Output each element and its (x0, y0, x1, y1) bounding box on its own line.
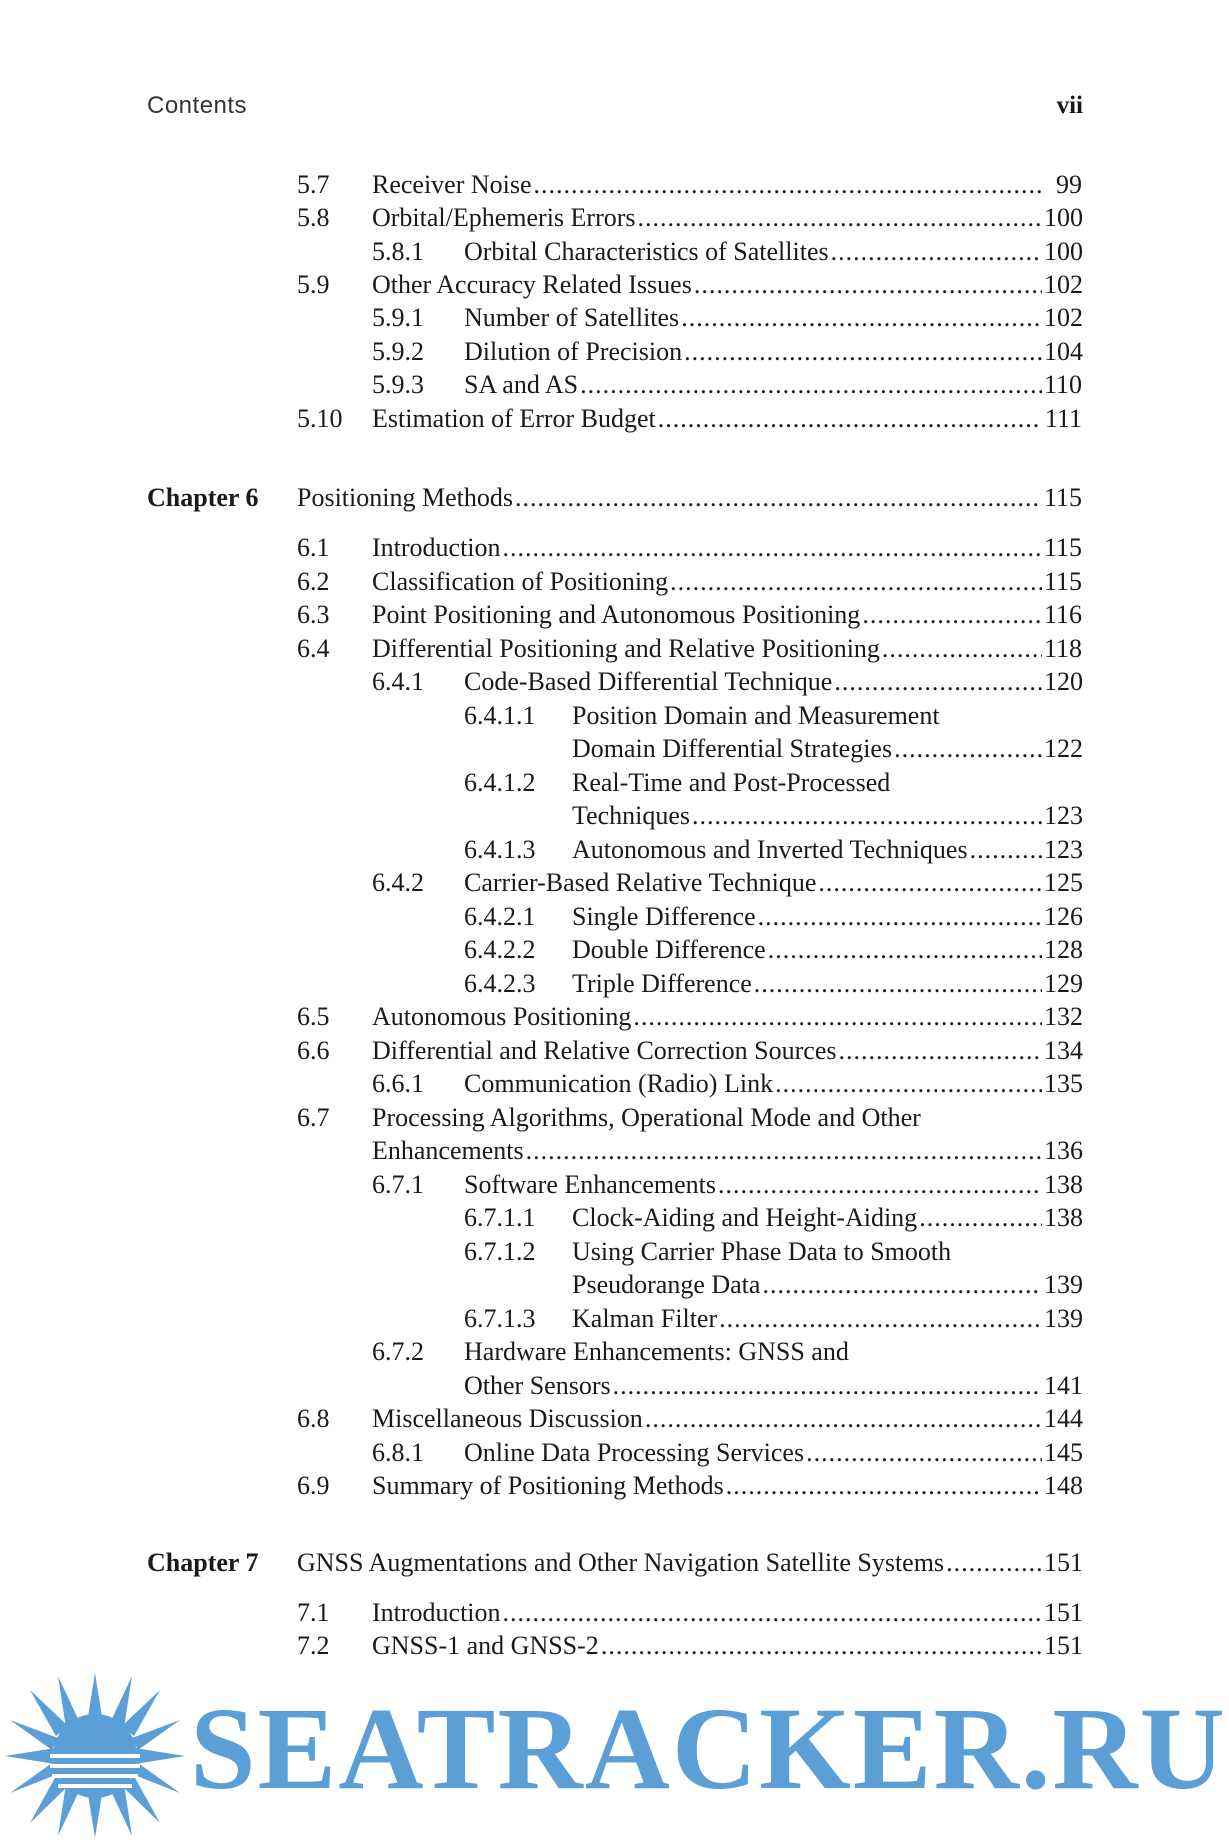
page-ref: 139 (1044, 1270, 1083, 1299)
section-number: 6.6.1 (372, 1069, 424, 1098)
section-title-line2: Other Sensors (464, 1371, 611, 1400)
section-title: Software Enhancements (464, 1170, 716, 1199)
page-ref: 136 (1044, 1136, 1083, 1165)
page-ref: 135 (1044, 1069, 1083, 1098)
page-ref: 134 (1044, 1036, 1083, 1065)
page-ref: 120 (1044, 667, 1083, 696)
section-number: 5.9 (297, 270, 330, 299)
section-number: 5.9.3 (372, 370, 424, 399)
section-title: Code-Based Differential Technique (464, 667, 833, 696)
section-title: Triple Difference (572, 969, 752, 998)
page-ref: 125 (1044, 868, 1083, 897)
section-title: SA and AS (464, 370, 579, 399)
page-ref: 145 (1044, 1438, 1083, 1467)
section-title: GNSS-1 and GNSS-2 (372, 1631, 599, 1660)
section-title: Other Accuracy Related Issues (372, 270, 692, 299)
toc-entry-6-2[interactable] (0, 565, 1229, 599)
section-title: Miscellaneous Discussion (372, 1404, 643, 1433)
section-number: 6.6 (297, 1036, 330, 1065)
section-title: Kalman Filter (572, 1304, 718, 1333)
section-number: 7.2 (297, 1631, 330, 1660)
section-number: 6.4.2 (372, 868, 424, 897)
toc-entry-5-9-2[interactable] (0, 335, 1229, 369)
page-ref: 99 (1056, 170, 1082, 199)
section-number: 6.5 (297, 1002, 330, 1031)
toc-entry-7-1[interactable] (0, 1596, 1229, 1630)
section-title: Estimation of Error Budget (372, 404, 656, 433)
page-ref: 123 (1044, 801, 1083, 830)
section-title: Introduction (372, 533, 501, 562)
toc-entry-5-8-1[interactable] (0, 235, 1229, 269)
section-number: 6.7.1.2 (464, 1237, 536, 1266)
page-ref: 104 (1044, 337, 1083, 366)
section-number: 5.8.1 (372, 237, 424, 266)
page-ref: 126 (1044, 902, 1083, 931)
toc-entry-6-4-1-2-line1[interactable] (0, 766, 1229, 800)
section-title: Autonomous Positioning (372, 1002, 632, 1031)
toc-entry-6-7-1-1[interactable] (0, 1201, 1229, 1235)
page-ref: 110 (1044, 370, 1083, 399)
section-number: 5.8 (297, 203, 330, 232)
toc-entry-6-9[interactable] (0, 1469, 1229, 1503)
toc-entry-7-2[interactable] (0, 1629, 1229, 1663)
page-header (147, 92, 1083, 126)
toc-entry-6-7-1[interactable] (0, 1168, 1229, 1202)
section-number: 6.4.1.1 (464, 701, 536, 730)
toc-chapter-7[interactable] (0, 1546, 1229, 1580)
toc-entry-5-10[interactable] (0, 402, 1229, 436)
section-number: 6.4.1.3 (464, 835, 536, 864)
section-number: 5.9.1 (372, 303, 424, 332)
page-ref: 151 (1044, 1631, 1083, 1660)
section-number: 7.1 (297, 1598, 330, 1627)
section-number: 6.9 (297, 1471, 330, 1500)
page-ref: 123 (1044, 835, 1083, 864)
section-title: Orbital/Ephemeris Errors (372, 203, 636, 232)
page-number: vii (1056, 92, 1083, 119)
toc-entry-6-4-2-1[interactable] (0, 900, 1229, 934)
toc-entry-6-8-1[interactable] (0, 1436, 1229, 1470)
section-number: 6.2 (297, 567, 330, 596)
section-number: 6.7.1 (372, 1170, 424, 1199)
page-ref: 139 (1044, 1304, 1083, 1333)
page-ref: 115 (1044, 483, 1083, 512)
section-title-line1: Processing Algorithms, Operational Mode and Other (372, 1103, 921, 1132)
chapter-title: GNSS Augmentations and Other Navigation Satellite Systems (297, 1548, 945, 1577)
section-title-line2: Pseudorange Data (572, 1270, 761, 1299)
page-ref: 151 (1044, 1548, 1083, 1577)
page-ref: 148 (1044, 1471, 1083, 1500)
toc-entry-6-4-2-3[interactable] (0, 967, 1229, 1001)
page-ref: 111 (1044, 404, 1082, 433)
section-number: 6.4.1.2 (464, 768, 536, 797)
page-ref: 118 (1044, 634, 1083, 663)
section-number: 6.7.1.1 (464, 1203, 536, 1232)
section-number: 6.3 (297, 600, 330, 629)
toc-entry-6-4[interactable] (0, 632, 1229, 666)
page-ref: 122 (1044, 734, 1083, 763)
toc-entry-6-5[interactable] (0, 1000, 1229, 1034)
section-title: Orbital Characteristics of Satellites (464, 237, 829, 266)
section-number: 6.8 (297, 1404, 330, 1433)
toc-entry-6-7-line2[interactable] (0, 1134, 1229, 1168)
toc-entry-6-7-1-3[interactable] (0, 1302, 1229, 1336)
toc-entry-6-4-1-1-line1[interactable] (0, 699, 1229, 733)
toc-chapter-6[interactable] (0, 481, 1229, 515)
section-title-line1: Using Carrier Phase Data to Smooth (572, 1237, 952, 1266)
toc-entry-6-4-1-1-line2[interactable] (0, 732, 1229, 766)
toc-entry-6-4-1-2-line2[interactable] (0, 799, 1229, 833)
section-title: Summary of Positioning Methods (372, 1471, 724, 1500)
toc-entry-6-7-2-line1[interactable] (0, 1335, 1229, 1369)
section-title-line2: Techniques (572, 801, 691, 830)
watermark-text: SEATRACKER.RU (190, 1683, 1227, 1814)
section-title: Number of Satellites (464, 303, 680, 332)
toc-entry-6-4-1[interactable] (0, 665, 1229, 699)
section-number: 6.4.2.2 (464, 935, 536, 964)
section-title-line1: Position Domain and Measurement (572, 701, 940, 730)
section-title: Point Positioning and Autonomous Positioning (372, 600, 861, 629)
section-title: Receiver Noise (372, 170, 532, 199)
section-number: 6.4.2.1 (464, 902, 536, 931)
section-number: 6.4.1 (372, 667, 424, 696)
page-ref: 141 (1044, 1371, 1083, 1400)
toc-entry-5-9-3[interactable] (0, 368, 1229, 402)
section-number: 6.4 (297, 634, 330, 663)
page-ref: 128 (1044, 935, 1083, 964)
chapter-title: Positioning Methods (297, 483, 513, 512)
section-title: Carrier-Based Relative Technique (464, 868, 817, 897)
section-title: Dilution of Precision (464, 337, 683, 366)
section-number: 6.7.2 (372, 1337, 424, 1366)
toc-entry-6-4-1-3[interactable] (0, 833, 1229, 867)
section-title: Introduction (372, 1598, 501, 1627)
section-title-line1: Real-Time and Post-Processed (572, 768, 891, 797)
toc-entry-6-7-2-line2[interactable] (0, 1369, 1229, 1403)
section-number: 5.9.2 (372, 337, 424, 366)
chapter-label: Chapter 7 (147, 1548, 259, 1577)
section-title: Differential Positioning and Relative Positioning (372, 634, 880, 663)
section-number: 6.8.1 (372, 1438, 424, 1467)
section-title-line2: Enhancements (372, 1136, 524, 1165)
page-ref: 116 (1044, 600, 1083, 629)
toc-entry-5-7[interactable] (0, 168, 1229, 202)
section-title: Clock-Aiding and Height-Aiding (572, 1203, 918, 1232)
page-ref: 115 (1044, 533, 1083, 562)
page-ref: 100 (1044, 237, 1083, 266)
page-ref: 138 (1044, 1170, 1083, 1199)
chapter-label: Chapter 6 (147, 483, 259, 512)
toc-entry-5-9[interactable] (0, 268, 1229, 302)
section-number: 6.1 (297, 533, 330, 562)
section-title: Double Difference (572, 935, 766, 964)
page-ref: 102 (1044, 303, 1083, 332)
toc-entry-5-9-1[interactable] (0, 301, 1229, 335)
section-title: Classification of Positioning (372, 567, 669, 596)
toc-entry-6-4-2-2[interactable] (0, 933, 1229, 967)
section-title: Single Difference (572, 902, 756, 931)
toc-entry-6-7-1-2-line2[interactable] (0, 1268, 1229, 1302)
running-title: Contents (147, 92, 248, 119)
toc-entry-6-4-2[interactable] (0, 866, 1229, 900)
toc-entry-5-8[interactable] (0, 201, 1229, 235)
sunburst-icon (0, 1668, 190, 1843)
section-title-line1: Hardware Enhancements: GNSS and (464, 1337, 849, 1366)
section-title: Differential and Relative Correction Sources (372, 1036, 837, 1065)
page-ref: 115 (1044, 567, 1083, 596)
page-ref: 129 (1044, 969, 1083, 998)
toc-entry-6-6-1[interactable] (0, 1067, 1229, 1101)
page-ref: 151 (1044, 1598, 1083, 1627)
page-ref: 100 (1044, 203, 1083, 232)
toc-entry-6-3[interactable] (0, 598, 1229, 632)
toc-entry-6-1[interactable] (0, 531, 1229, 565)
page-ref: 138 (1044, 1203, 1083, 1232)
section-title: Online Data Processing Services (464, 1438, 805, 1467)
section-title: Autonomous and Inverted Techniques (572, 835, 968, 864)
toc-entry-6-7-line1[interactable] (0, 1101, 1229, 1135)
page-ref: 132 (1044, 1002, 1083, 1031)
toc-entry-6-6[interactable] (0, 1034, 1229, 1068)
toc-entry-6-7-1-2-line1[interactable] (0, 1235, 1229, 1269)
section-number: 6.4.2.3 (464, 969, 536, 998)
toc-entry-6-8[interactable] (0, 1402, 1229, 1436)
section-number: 5.10 (297, 404, 343, 433)
page-ref: 144 (1044, 1404, 1083, 1433)
section-title-line2: Domain Differential Strategies (572, 734, 893, 763)
section-number: 5.7 (297, 170, 330, 199)
section-number: 6.7 (297, 1103, 330, 1132)
section-title: Communication (Radio) Link (464, 1069, 774, 1098)
section-number: 6.7.1.3 (464, 1304, 536, 1333)
page-ref: 102 (1044, 270, 1083, 299)
